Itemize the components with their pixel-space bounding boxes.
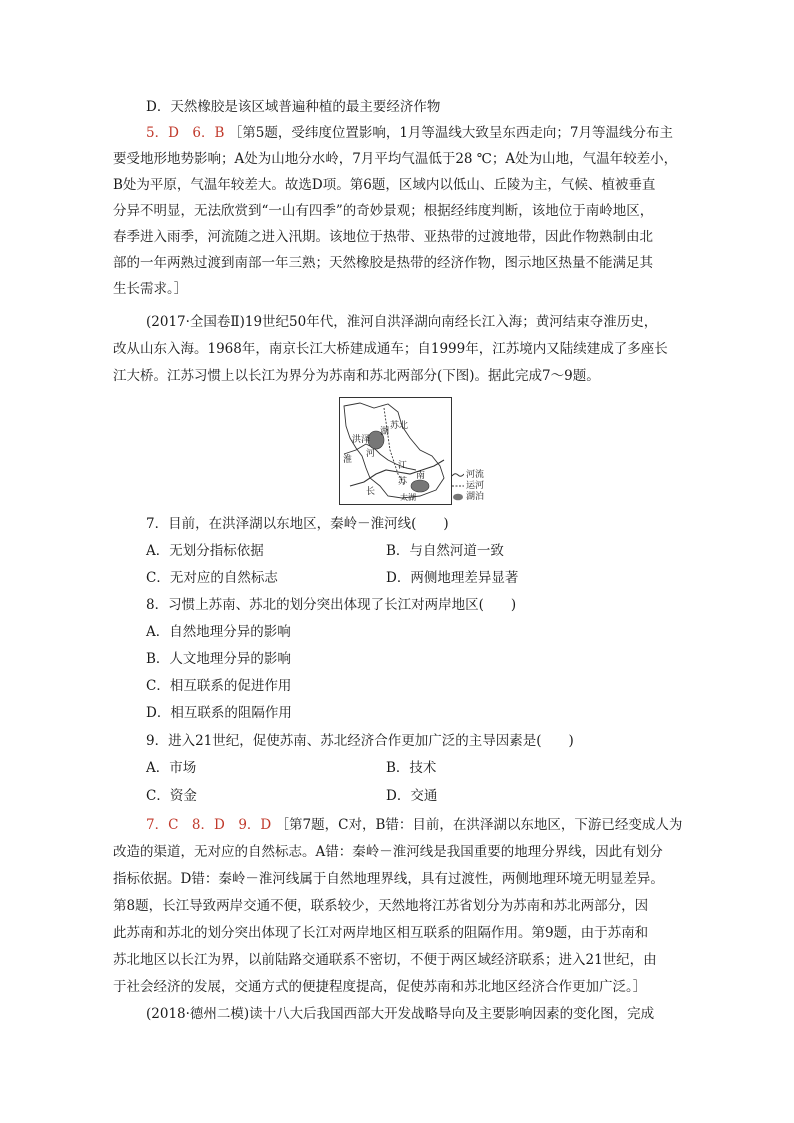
answer-7-9-explanation-line: 苏北地区以长江为界，以前陆路交通联系不密切，不便于两区域经济联系；进入21世纪，由 [113,952,657,968]
question-8-option-d: D．相互联系的阻隔作用 [146,705,292,721]
question-9-option-b: B．技术 [386,760,437,776]
answer-7-9-first-line [146,815,682,835]
question-8-stem: 8．习惯上苏南、苏北的划分突出体现了长江对两岸地区( ) [146,597,517,613]
question-8-option-c: C．相互联系的促进作用 [146,678,292,694]
answer-7-9-explanation-line: 改造的渠道，无对应的自然标志。A错：秦岭－淮河线是我国重要的地理分界线，因此有划分 [113,844,663,860]
question-7-9-stem-line: 改从山东入海。1968年，南京长江大桥建成通车；自1999年，江苏境内又陆续建成了多座长 [113,341,668,357]
answer-5-6-first-line [146,123,673,143]
map-label-taihu: 太湖 [400,493,416,502]
question-9-option-c: C．资金 [146,788,197,804]
map-label-nan: 南 [416,471,426,481]
question-7-stem: 7．目前，在洪泽湖以东地区，秦岭－淮河线( ) [146,516,449,532]
question-9-option-a: A．市场 [146,760,197,776]
map-label-hu: 湖 [380,427,390,437]
tai-lake [411,480,429,492]
legend-lake-label: 湖泊 [466,492,485,502]
legend-river-symbol [452,471,464,479]
map-label-su: 苏 [398,477,408,487]
answer-7-9-explanation-line: 指标依据。D错：秦岭－淮河线属于自然地理界线，具有过渡性，两侧地理环境无明显差异。 [113,871,664,887]
question-9-option-d: D．交通 [386,788,438,804]
answer-5-6-explanation-line: ［第5题，受纬度位置影响，1月等温线大致呈东西走向；7月等温线分布主 [228,125,674,141]
answer-5-6-explanation-line: 部的一年两熟过渡到南部一年三熟；天然橡胶是热带的经济作物，图示地区热量不能满足其 [113,255,653,271]
answer-5-6-explanation-line: 要受地形地势影响；A处为山地分水岭，7月平均气温低于28 ℃；A处为山地，气温年较差小， [113,151,678,167]
question-7-option-b: B．与自然河道一致 [386,543,504,559]
map-label-he: 河 [366,449,376,459]
question-10-stem-line: (2018·德州二模)读十八大后我国西部大开发战略导向及主要影响因素的变化图，完成 [146,1006,655,1022]
q6-option-d: D．天然橡胶是该区域普遍种植的最主要经济作物 [146,99,441,115]
answer-7-9-key: 7．C 8．D 9．D [146,817,272,833]
question-8-option-a: A．自然地理分异的影响 [146,624,291,640]
question-9-stem: 9．进入21世纪，促使苏南、苏北经济合作更加广泛的主导因素是( ) [146,733,574,749]
question-7-option-d: D．两侧地理差异显著 [386,570,519,586]
answer-7-9-explanation-line: 第8题，长江导致两岸交通不便，联系较少，天然地将江苏省划分为苏南和苏北两部分，因 [113,898,649,914]
map-label-huai: 淮 [343,455,353,465]
question-7-option-c: C．无对应的自然标志 [146,570,278,586]
answer-5-6-explanation-line: 分异不明显，无法欣赏到“一山有四季”的奇妙景观；根据经纬度判断，该地位于南岭地区， [113,203,654,219]
answer-5-6-explanation-line: 春季进入雨季，河流随之进入汛期。该地位于热带、亚热带的过渡地带，因此作物熟制由北 [113,229,653,245]
yangtze-river [350,460,444,486]
jiangsu-map-drawing [340,398,451,504]
answer-7-9-explanation-line: 此苏南和苏北的划分突出体现了长江对两岸地区相互联系的阻隔作用。第9题，由于苏南和 [113,925,649,941]
legend-canal-symbol [452,482,464,490]
legend-canal-label: 运河 [466,481,485,491]
legend-lake-symbol [452,493,464,501]
question-7-9-stem-line: 江大桥。江苏习惯上以长江为界分为苏南和苏北两部分(下图)。据此完成7～9题。 [113,368,600,384]
question-8-option-b: B．人文地理分异的影响 [146,651,291,667]
map-label-subei: 苏北 [390,421,409,431]
jiangsu-map [339,397,452,505]
answer-7-9-explanation-line: ［第7题，C对，B错：目前，在洪泽湖以东地区，下游已经变成人为 [275,817,683,833]
legend-canal [452,481,484,492]
legend-river-label: 河流 [466,470,485,480]
map-label-hongze: 洪泽 [352,435,371,445]
answer-5-6-explanation-line: B处为平原，气温年较差大。故选D项。第6题，区域内以低山、丘陵为主，气候、植被垂直 [113,177,656,193]
map-label-jiang: 江 [398,461,408,471]
legend-lake [452,492,484,503]
answer-7-9-explanation-line: 于社会经济的发展，交通方式的便捷程度提高，促使苏南和苏北地区经济合作更加广泛。］ [113,979,647,995]
question-7-9-stem-line: (2017·全国卷Ⅱ)19世纪50年代，淮河自洪泽湖向南经长江入海；黄河结束夺淮历史， [146,314,658,330]
answer-5-6-key: 5．D 6．B [146,125,225,141]
map-label-chang: 长 [366,487,376,497]
map-legend [452,470,484,503]
answer-5-6-explanation-line: 生长需求。］ [113,281,188,297]
legend-river [452,470,484,481]
question-7-option-a: A．无划分指标依据 [146,543,264,559]
